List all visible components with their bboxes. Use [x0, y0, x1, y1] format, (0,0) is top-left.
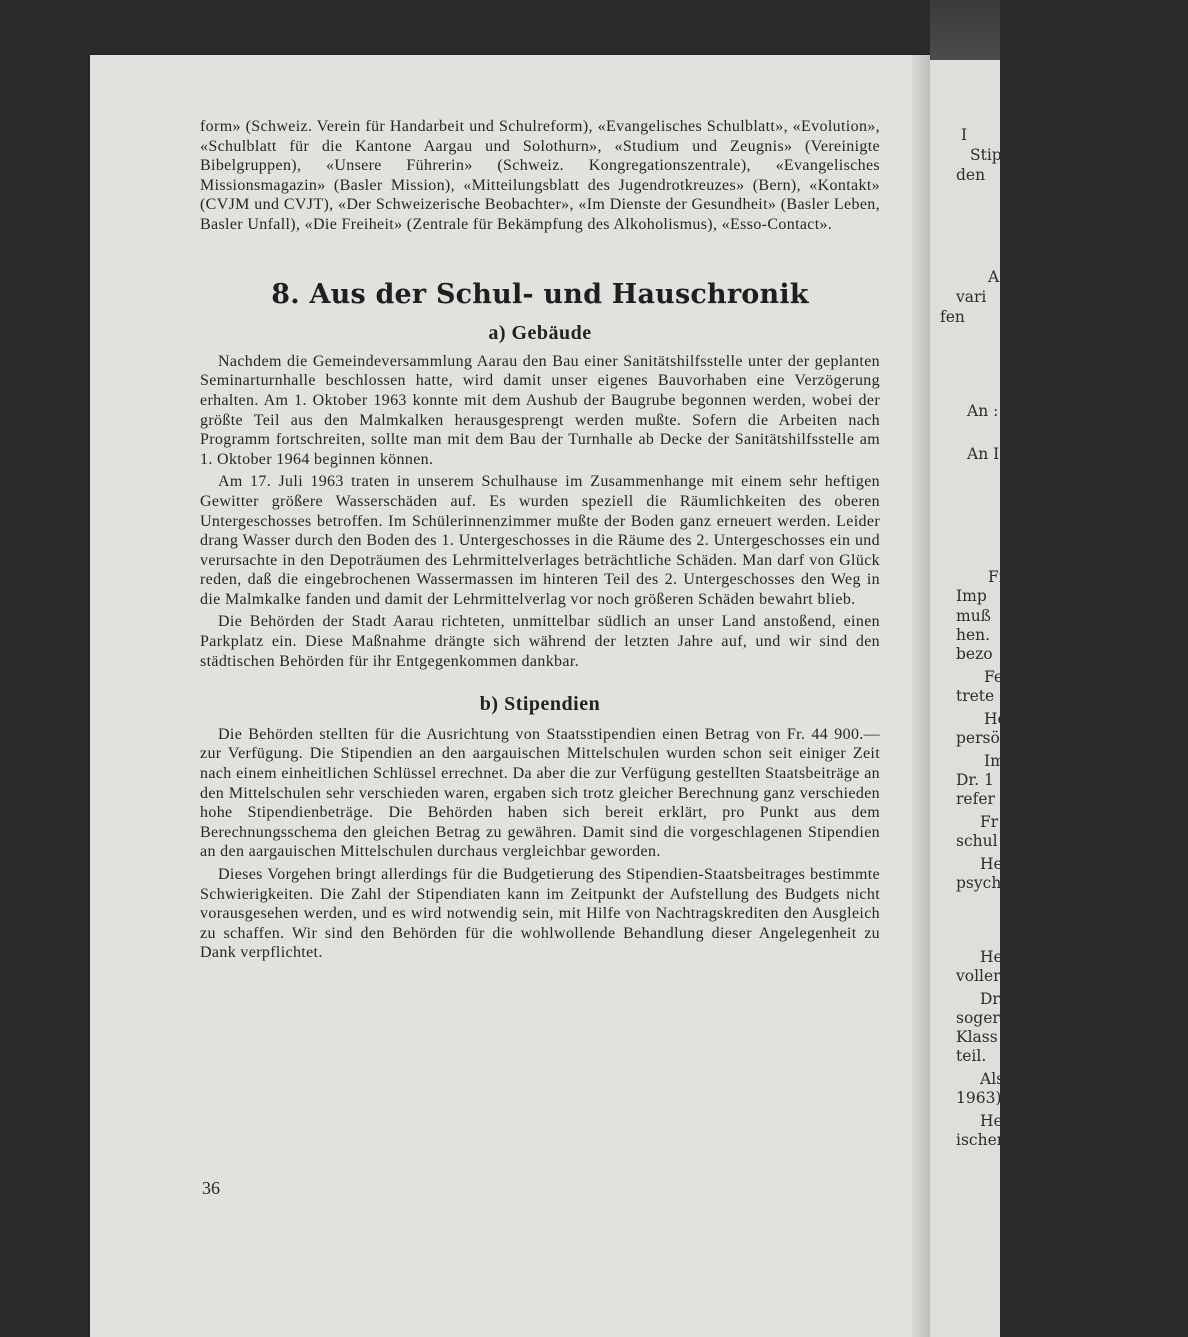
paragraph: Die Behörden der Stadt Aarau richteten, unmittelbar südlich an unser Land anstoßend, einen Parkplatz ein. Diese Maßnahme drängte sich während der letzten Jahre auf, und wir sind den städtischen Behörden für ihr Entgegenkommen dankbar.	[200, 613, 880, 670]
next-page-fragment: trete	[956, 687, 995, 705]
adjacent-page-fragment	[930, 60, 1007, 1337]
next-page-fragment: Fr	[980, 813, 999, 831]
next-page-fragment: psych	[956, 874, 1002, 892]
next-page-fragment: Als	[980, 1070, 1005, 1088]
next-page-fragment: Imp	[956, 587, 987, 605]
next-page-fragment: den	[956, 166, 986, 184]
next-page-fragment: refer	[956, 790, 995, 808]
intro-paragraph: form» (Schweiz. Verein für Handarbeit und Schulreform), «Evangelisches Schulblatt», «Evolution», «Schulblatt für die Kantone Aargau und Solothurn», «Studium und Zeugnis» (Vereinigte Bibelgruppen), «Unsere Führerin» (Schweiz. Kongregationszentrale), «Evangelisches Missionsmagazin» (Basler Mission), «Mitteilungsblatt des Jugendrotkreuzes» (Bern), «Kontakt» (CVJM und CVJT), «Der Schweizerische Beobachter», «Im Dienste der Gesundheit» (Basler Leben, Basler Unfall), «Die Freiheit» (Zentrale für Bekämpfung des Alkoholismus), «Esso-Contact».	[200, 118, 880, 233]
next-page-fragment: He	[984, 710, 1007, 728]
next-page-fragment: vari	[956, 288, 987, 306]
next-page-fragment: Fi	[988, 568, 1004, 586]
paragraph: Nachdem die Gemeindeversammlung Aarau den Bau einer Sanitätshilfsstelle unter der geplanten Seminarturnhalle beschlossen hatte, wird damit unser eigenes Bauvorhaben eine Verzögerung erhalten. Am 1. Oktober 1963 konnte mit dem Aushub der Baugrube begonnen werden, wobei der größte Teil aus den Malmkalken herausgesprengt werden mußte. Sofern die Arbeiten nach Programm fortschreiten, sollte man mit dem Bau der Turnhalle ab Decke der Sanitätshilfsstelle am 1. Oktober 1964 beginnen können.	[200, 352, 880, 468]
paragraph: Am 17. Juli 1963 traten in unserem Schulhause im Zusammenhange mit einem sehr heftigen Gewitter größere Wasserschäden auf. Es wurden speziell die Räumlichkeiten des oberen Untergeschosses betroffen. Im Schülerinnenzimmer mußte der Boden ganz erneuert werden. Leider drang Wasser durch den Boden des 1. Untergeschosses in die Räume des 2. Untergeschosses ein und verursachte in den Depoträumen des Lehrmittelverlages beträchtliche Schäden. Man darf von Glück reden, daß die eingebrochenen Wassermassen im hinteren Teil des 2. Untergeschosses den Weg in die Malmkalke fanden und damit der Lehrmittelverlag vor noch größeren Schäden bewahrt blieb.	[200, 473, 880, 608]
next-page-fragment: fen	[940, 308, 965, 326]
page-gutter-shadow	[912, 55, 930, 1337]
next-page-fragment: 1963)	[956, 1089, 1002, 1107]
next-page-fragment: teil.	[956, 1047, 987, 1065]
next-page-fragment: Stip	[970, 146, 1002, 164]
next-page-fragment: Fe	[984, 668, 1004, 686]
next-page-fragment: persö	[956, 729, 1000, 747]
next-page-fragment: muß	[956, 607, 992, 625]
next-page-fragment: bezo	[956, 645, 993, 663]
paragraph: Dieses Vorgehen bringt allerdings für die Budgetierung des Stipendien-Staatsbeitrages bestimmte Schwierigkeiten. Die Zahl der Stipendiaten kann im Zeitpunkt der Aufstellung des Budgets nicht vorausgesehen werden, und es wird notwendig sein, mit Hilfe von Nachtragskrediten den Ausgleich zu schaffen. Wir sind den Behörden für die wohlwollende Behandlung dieser Angelegenheit zu Dank verpflichtet.	[200, 866, 880, 962]
next-page-fragment: He	[980, 1112, 1003, 1130]
next-page-fragment: An I	[967, 445, 1000, 463]
next-page-fragment: I	[961, 126, 968, 144]
scan-background-top	[930, 0, 1000, 60]
next-page-fragment: voller	[956, 967, 1001, 985]
next-page-fragment: schul	[956, 832, 998, 850]
next-page-fragment: A	[988, 268, 1000, 286]
next-page-fragment: hen.	[956, 626, 991, 644]
next-page-fragment: Klass	[956, 1028, 998, 1046]
next-page-fragment: Dr. 1	[956, 771, 994, 789]
next-page-fragment: Im	[984, 752, 1005, 770]
next-page-fragment: soger	[956, 1009, 1000, 1027]
next-page-fragment: An :	[967, 402, 999, 420]
next-page-fragment: He	[980, 855, 1003, 873]
next-page-fragment: Dr.	[980, 990, 1004, 1008]
chapter-title: 8. Aus der Schul- und Hauschronik	[271, 278, 809, 310]
paragraph: Die Behörden stellten für die Ausrichtung von Staatsstipendien einen Betrag von Fr. 44 900.— zur Verfügung. Die Stipendien an den aargauischen Mittelschulen wurden schon seit einiger Zeit nach einem einheitlichen Schlüssel errechnet. Da aber die zur Verfügung gestellten Staatsbeiträge an den Mittelschulen sehr verschieden waren, ergaben sich trotz gleicher Berechnung ganz verschieden hohe Stipendienbeträge. Die Behörden haben sich bereit erklärt, pro Punkt aus dem Berechnungsschema den gleichen Betrag zu gewähren. Damit sind die vorgeschlagenen Stipendien an den aargauischen Mittelschulen durchaus vergleichbar geworden.	[200, 725, 880, 861]
section-title-stipendien: b) Stipendien	[479, 693, 601, 716]
next-page-fragment: He	[980, 948, 1003, 966]
page-body	[200, 117, 880, 963]
page-number: 36	[202, 1178, 220, 1198]
section-title-gebaeude: a) Gebäude	[488, 322, 592, 345]
next-page-fragment: ischer	[956, 1131, 1005, 1149]
